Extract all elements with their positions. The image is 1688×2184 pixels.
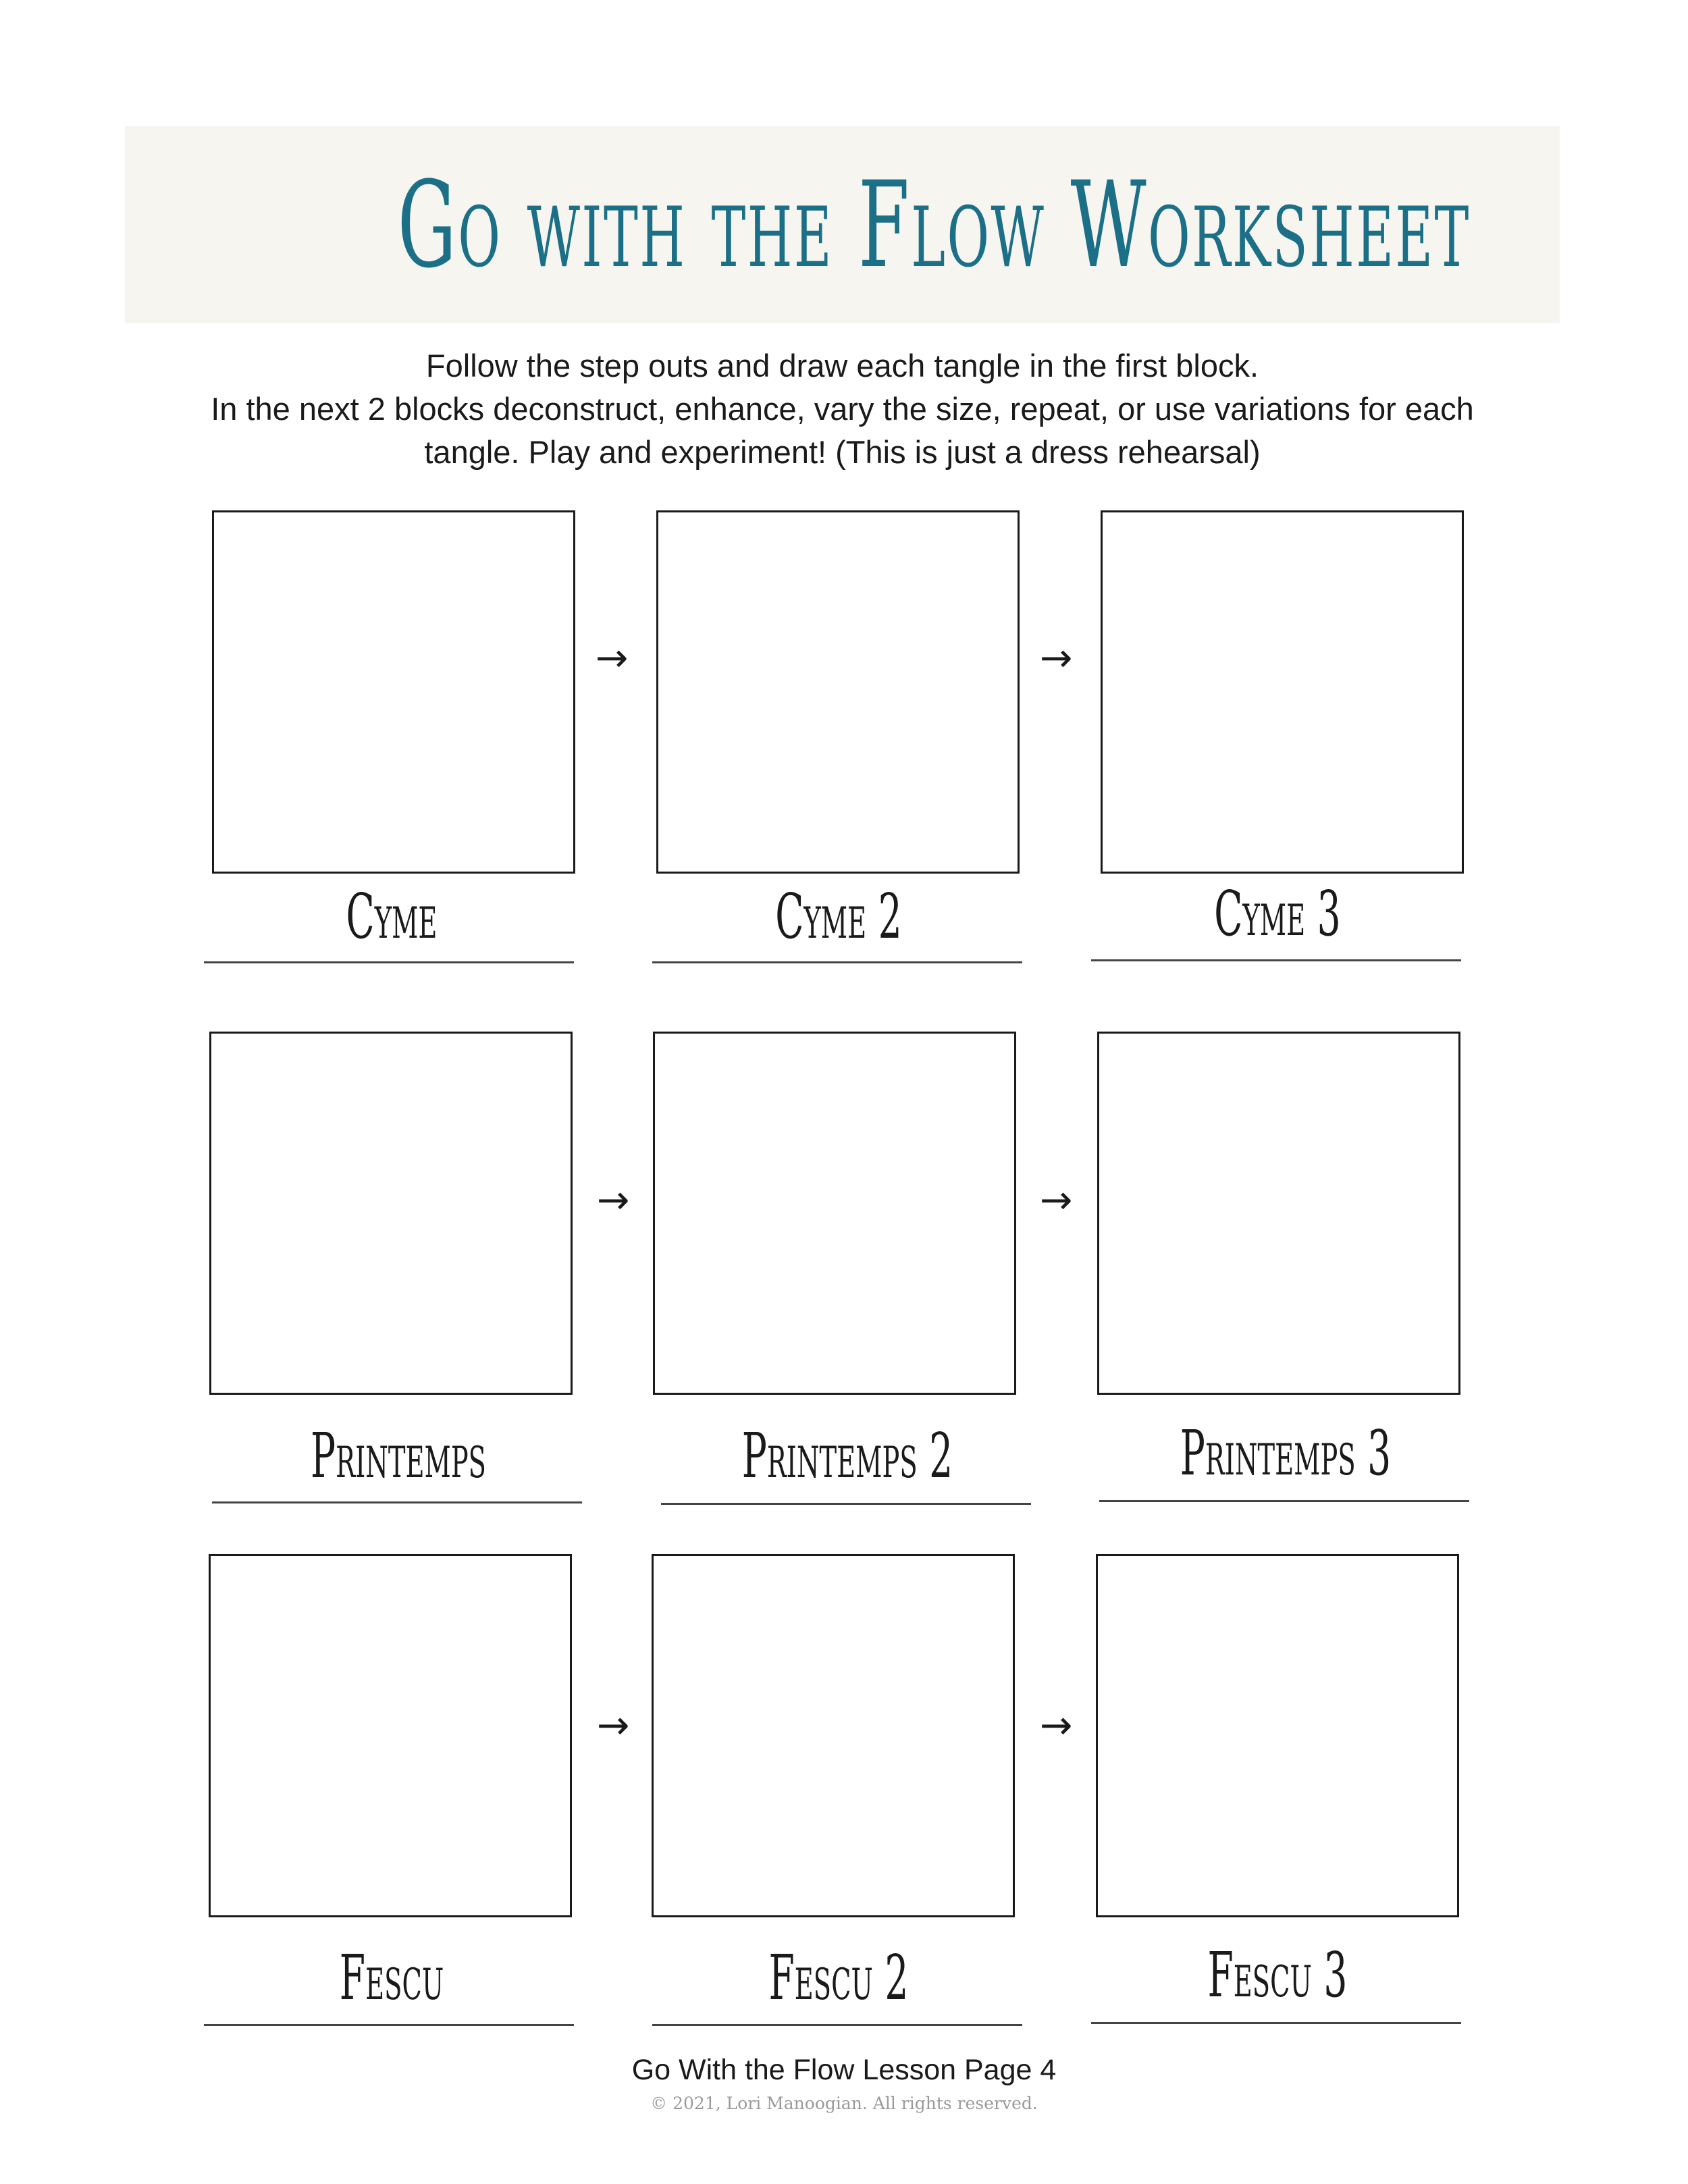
arrow-right-icon: →	[595, 635, 629, 681]
copyright-notice: © 2021, Lori Manoogian. All rights reserved.	[650, 2094, 1038, 2113]
tangle-label-printemps-3: Printemps 3	[1180, 1417, 1392, 1489]
arrow-right-icon: →	[1039, 1177, 1073, 1223]
label-rule	[652, 961, 1022, 963]
tangle-label-cyme: Cyme	[346, 880, 438, 953]
instruction-line-2: In the next 2 blocks deconstruct, enhance, vary the size, repeat, or use variations for each	[211, 391, 1474, 427]
instruction-line-1: Follow the step outs and draw each tangle in the first block.	[425, 348, 1259, 383]
label-rule	[652, 2024, 1022, 2026]
label-rule	[1091, 2022, 1461, 2024]
instruction-line-3: tangle. Play and experiment! (This is just a dress rehearsal)	[424, 434, 1261, 470]
page-footer: Go With the Flow Lesson Page 4	[631, 2054, 1057, 2086]
drawing-box-cyme-2[interactable]	[656, 510, 1020, 874]
drawing-box-printemps-3[interactable]	[1097, 1032, 1460, 1395]
tangle-label-fescu-3: Fescu 3	[1207, 1939, 1348, 2011]
drawing-box-fescu-3[interactable]	[1096, 1554, 1459, 1917]
tangle-label-fescu-2: Fescu 2	[768, 1942, 909, 2014]
page-title: Go with the Flow Worksheet	[397, 156, 1471, 294]
arrow-right-icon: →	[596, 1177, 630, 1223]
drawing-box-printemps[interactable]	[209, 1032, 573, 1395]
label-rule	[212, 1501, 582, 1503]
label-rule	[1091, 959, 1461, 961]
tangle-label-cyme-3: Cyme 3	[1214, 878, 1341, 950]
drawing-box-printemps-2[interactable]	[653, 1032, 1016, 1395]
arrow-right-icon: →	[1039, 1702, 1073, 1748]
instructions	[125, 344, 1560, 474]
label-rule	[661, 1503, 1031, 1505]
drawing-box-fescu[interactable]	[209, 1554, 572, 1917]
tangle-label-printemps: Printemps	[311, 1420, 486, 1492]
drawing-box-cyme-3[interactable]	[1101, 510, 1464, 874]
label-rule	[1099, 1500, 1469, 1502]
drawing-box-fescu-2[interactable]	[652, 1554, 1015, 1917]
title-band	[125, 126, 1560, 323]
drawing-box-cyme[interactable]	[212, 510, 575, 874]
arrow-right-icon: →	[1039, 635, 1073, 681]
label-rule	[204, 961, 574, 963]
tangle-label-cyme-2: Cyme 2	[775, 880, 902, 953]
tangle-label-fescu: Fescu	[339, 1942, 444, 2014]
tangle-label-printemps-2: Printemps 2	[741, 1420, 953, 1492]
label-rule	[204, 2024, 574, 2026]
arrow-right-icon: →	[596, 1702, 630, 1748]
